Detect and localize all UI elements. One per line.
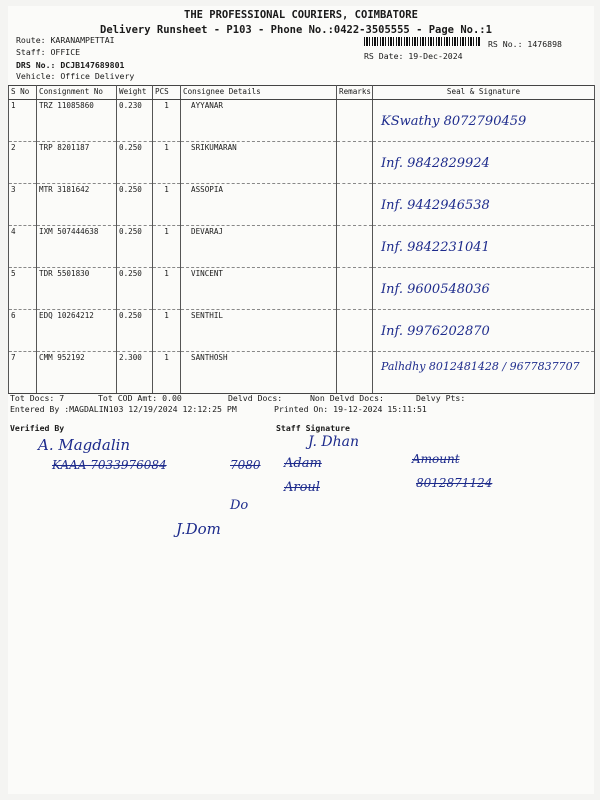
printed-on-text: Printed On: 19-12-2024 15:11:51: [274, 404, 427, 414]
signature-handwriting: Inf. 9442946538: [381, 198, 490, 213]
cell-remarks: [337, 184, 373, 226]
cell-sno: 4: [9, 226, 37, 268]
staff-text: Staff: OFFICE: [16, 47, 81, 57]
cell-signature: [373, 268, 595, 310]
signature-handwriting: Palhdhy 8012481428 / 9677837707: [381, 360, 580, 373]
table-row: [9, 100, 595, 142]
vehicle-text: Vehicle: Office Delivery: [16, 71, 135, 81]
drs-no-text: DRS No.: DCJB147689801: [16, 60, 125, 70]
col-header-sno: S No: [9, 86, 37, 100]
col-header-consignment: Consignment No: [37, 86, 117, 100]
table-row: [9, 184, 595, 226]
table-header-row: [9, 86, 595, 100]
cell-remarks: [337, 310, 373, 352]
cell-pcs: 1: [153, 352, 181, 394]
cell-consignee: ASSOPIA: [181, 184, 337, 226]
cell-consignment: EDQ 10264212: [37, 310, 117, 352]
cell-consignment: CMM 952192: [37, 352, 117, 394]
staff-signature: J. Dhan: [308, 434, 360, 450]
cell-sno: 6: [9, 310, 37, 352]
cell-consignment: TRZ 11085860: [37, 100, 117, 142]
struck-text-6: 8012871124: [416, 476, 493, 490]
tot-docs-text: Tot Docs: 7: [10, 393, 65, 403]
cell-consignee: SRIKUMARAN: [181, 142, 337, 184]
cell-weight: 0.250: [117, 310, 153, 352]
cell-weight: 0.250: [117, 268, 153, 310]
cell-pcs: 1: [153, 184, 181, 226]
verified-by-label: Verified By: [10, 423, 65, 433]
cell-weight: 0.230: [117, 100, 153, 142]
table-row: [9, 352, 595, 394]
struck-text-5: Amount: [412, 452, 460, 466]
cell-sno: 1: [9, 100, 37, 142]
cell-weight: 0.250: [117, 226, 153, 268]
cell-remarks: [337, 142, 373, 184]
cell-consignment: TRP 8201187: [37, 142, 117, 184]
runsheet-title: Delivery Runsheet - P103 - Phone No.:0422-3505555 - Page No.:1: [100, 24, 492, 36]
cell-remarks: [337, 268, 373, 310]
cell-consignment: TDR 5501830: [37, 268, 117, 310]
cell-sno: 7: [9, 352, 37, 394]
delvd-docs-text: Delvd Docs:: [228, 393, 283, 403]
cell-pcs: 1: [153, 142, 181, 184]
struck-text-4: Aroul: [284, 480, 320, 495]
cell-consignee: SANTHOSH: [181, 352, 337, 394]
signature-handwriting: Inf. 9842829924: [381, 156, 490, 171]
cell-consignment: MTR 3181642: [37, 184, 117, 226]
table-row: [9, 268, 595, 310]
cell-signature: [373, 226, 595, 268]
cell-remarks: [337, 100, 373, 142]
runsheet-document: [8, 6, 594, 794]
signature-handwriting: Inf. 9976202870: [381, 324, 490, 339]
tot-cod-text: Tot COD Amt: 0.00: [98, 393, 182, 403]
cell-weight: 0.250: [117, 142, 153, 184]
cell-remarks: [337, 352, 373, 394]
col-header-pcs: PCS: [153, 86, 181, 100]
cell-weight: 2.300: [117, 352, 153, 394]
struck-text-1: KAAA 7033976084: [52, 458, 167, 472]
consignment-table: [8, 85, 595, 394]
col-header-remarks: Remarks: [337, 86, 373, 100]
cell-consignee: VINCENT: [181, 268, 337, 310]
struck-text-3: Adam: [284, 456, 322, 471]
rs-date-text: RS Date: 19-Dec-2024: [364, 51, 463, 61]
cell-signature: [373, 352, 595, 394]
cell-sno: 3: [9, 184, 37, 226]
staff-signature-label: Staff Signature: [276, 423, 350, 433]
handwritten-note-2: J.Dom: [176, 520, 221, 538]
cell-signature: [373, 100, 595, 142]
col-header-weight: Weight: [117, 86, 153, 100]
cell-consignee: SENTHIL: [181, 310, 337, 352]
struck-text-2: 7080: [230, 458, 261, 472]
cell-remarks: [337, 226, 373, 268]
signature-handwriting: Inf. 9600548036: [381, 282, 490, 297]
route-text: Route: KARANAMPETTAI: [16, 35, 115, 45]
cell-pcs: 1: [153, 310, 181, 352]
verified-signature: A. Magdalin: [38, 436, 131, 454]
barcode: [364, 37, 480, 46]
cell-consignee: AYYANAR: [181, 100, 337, 142]
table-row: [9, 310, 595, 352]
cell-pcs: 1: [153, 226, 181, 268]
entered-by-text: Entered By :MAGDALIN103 12/19/2024 12:12:25 PM: [10, 404, 237, 414]
cell-consignment: IXM 507444638: [37, 226, 117, 268]
handwritten-note-1: Do: [230, 498, 249, 513]
table-row: [9, 142, 595, 184]
cell-signature: [373, 184, 595, 226]
delvy-pts-text: Delvy Pts:: [416, 393, 466, 403]
signature-handwriting: Inf. 9842231041: [381, 240, 490, 255]
col-header-consignee: Consignee Details: [181, 86, 337, 100]
cell-pcs: 1: [153, 100, 181, 142]
signature-handwriting: KSwathy 8072790459: [381, 114, 527, 129]
company-title: THE PROFESSIONAL COURIERS, COIMBATORE: [184, 9, 418, 21]
cell-consignee: DEVARAJ: [181, 226, 337, 268]
cell-sno: 2: [9, 142, 37, 184]
cell-weight: 0.250: [117, 184, 153, 226]
rs-no-text: RS No.: 1476898: [488, 39, 562, 49]
table-row: [9, 226, 595, 268]
cell-sno: 5: [9, 268, 37, 310]
non-delvd-docs-text: Non Delvd Docs:: [310, 393, 384, 403]
cell-pcs: 1: [153, 268, 181, 310]
cell-signature: [373, 310, 595, 352]
col-header-signature: Seal & Signature: [373, 86, 595, 100]
cell-signature: [373, 142, 595, 184]
